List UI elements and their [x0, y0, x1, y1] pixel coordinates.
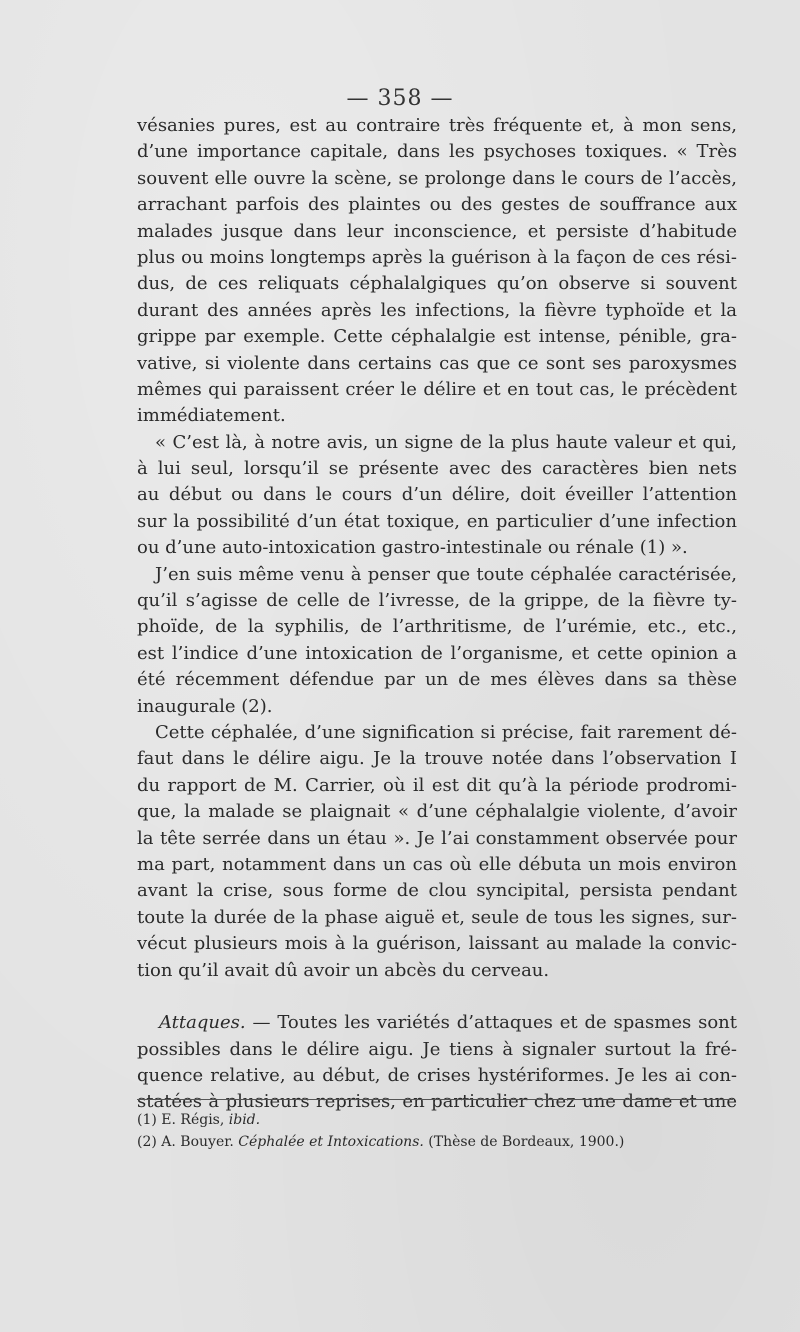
text-line-content: souvent elle ouvre la scène, se prolonge dans le cours de l’accès,	[137, 167, 737, 189]
text-line	[137, 509, 737, 535]
text-line	[137, 324, 737, 350]
text-line	[137, 298, 737, 324]
text-line	[137, 852, 737, 878]
text-line-content: durant des années après les infections, la fièvre typhoïde et la	[137, 299, 737, 321]
footnote-text: A. Bouyer.	[156, 1134, 239, 1150]
footnote-italic: ibid.	[228, 1112, 261, 1128]
text-line	[137, 905, 737, 931]
text-line-content: — Toutes les variétés d’attaques et de spasmes sont	[245, 1012, 737, 1034]
text-line	[137, 219, 737, 245]
page-number: — 358 —	[346, 86, 454, 111]
text-line-content: la tête serrée dans un étau ». Je l’ai constamment observée pour	[137, 827, 737, 849]
text-line-content: arrachant parfois des plaintes ou des gestes de souffrance aux	[137, 194, 737, 216]
text-line-content: est l’indice d’une intoxication de l’organisme, et cette opinion a	[137, 642, 737, 664]
text-line-content: J’en suis même venu à penser que toute céphalée caractérisée,	[137, 563, 737, 585]
text-line-content: « C’est là, à notre avis, un signe de la plus haute valeur et qui,	[137, 431, 737, 453]
text-line	[137, 271, 737, 297]
text-line-content: dus, de ces reliquats céphalalgiques qu’on observe si souvent	[137, 273, 737, 295]
text-line-content: tion qu’il avait dû avoir un abcès du cerveau.	[137, 959, 550, 981]
text-line-content: à lui seul, lorsqu’il se présente avec des caractères bien nets	[137, 458, 737, 480]
section-heading: Attaques.	[159, 1012, 246, 1034]
text-line	[137, 403, 737, 429]
body-text	[137, 113, 737, 1116]
text-line-content: vésanies pures, est au contraire très fréquente et, à mon sens,	[137, 115, 737, 136]
text-line-content: du rapport de M. Carrier, où il est dit qu’à la période prodromi-	[137, 774, 737, 796]
text-line	[137, 720, 737, 746]
text-line	[137, 641, 737, 667]
text-line-content: immédiatement.	[137, 405, 286, 427]
text-line-content: plus ou moins longtemps après la guérison à la façon de ces rési-	[137, 246, 737, 268]
text-line	[137, 1063, 737, 1089]
text-line	[137, 562, 737, 588]
text-line	[137, 139, 737, 165]
text-line	[137, 931, 737, 957]
text-line-content: grippe par exemple. Cette céphalalgie est intense, pénible, gra-	[137, 326, 737, 348]
text-line-content: vécut plusieurs mois à la guérison, laissant au malade la convic-	[137, 933, 737, 955]
text-line-content: ou d’une auto-intoxication gastro-intestinale ou rénale (1) ».	[137, 537, 688, 559]
text-line-content: vative, si violente dans certains cas que ce sont ses paroxysmes	[137, 352, 737, 374]
text-line	[137, 166, 737, 192]
text-line	[137, 245, 737, 271]
text-line	[137, 482, 737, 508]
footnote-divider	[137, 1099, 733, 1100]
footnote-italic: Céphalée et Intoxications.	[238, 1134, 424, 1150]
text-line-content: au début ou dans le cours d’un délire, doit éveiller l’attention	[137, 484, 737, 506]
text-line	[137, 799, 737, 825]
footnote	[137, 1109, 737, 1131]
text-line-content: faut dans le délire aigu. Je la trouve notée dans l’observation I	[137, 748, 737, 770]
text-line-content: quence relative, au début, de crises hystériformes. Je les ai con-	[137, 1065, 737, 1087]
text-line-content: phoïde, de la syphilis, de l’arthritisme, de l’urémie, etc., etc.,	[137, 616, 737, 638]
text-line	[137, 456, 737, 482]
footnotes	[137, 1109, 737, 1153]
text-line	[137, 878, 737, 904]
text-line-content: mêmes qui paraissent créer le délire et en tout cas, le précèdent	[137, 378, 737, 400]
text-line-content: inaugurale (2).	[137, 695, 273, 717]
text-line	[137, 984, 737, 1010]
text-line	[137, 614, 737, 640]
text-line	[137, 746, 737, 772]
text-line	[137, 826, 737, 852]
footnote-num: (2)	[137, 1134, 157, 1150]
text-line-content: été récemment défendue par un de mes élèves dans sa thèse	[137, 669, 737, 691]
text-line	[137, 1037, 737, 1063]
text-line-content: malades jusque dans leur inconscience, et persiste d’habitude	[137, 220, 737, 242]
text-line	[137, 535, 737, 561]
text-line-content: qu’il s’agisse de celle de l’ivresse, de la grippe, de la fièvre ty-	[137, 590, 737, 612]
text-line-content: toute la durée de la phase aiguë et, seule de tous les signes, sur-	[137, 906, 737, 928]
text-line-content: ma part, notamment dans un cas où elle débuta un mois environ	[137, 853, 737, 875]
text-line	[137, 1010, 737, 1036]
text-line	[137, 113, 737, 139]
text-line	[137, 958, 737, 984]
text-line-content: Cette céphalée, d’une signification si précise, fait rarement dé-	[137, 721, 737, 743]
text-line	[137, 667, 737, 693]
text-line-content: statées à plusieurs reprises, en particulier chez une dame et une	[137, 1091, 737, 1113]
text-line	[137, 773, 737, 799]
text-line-content: d’une importance capitale, dans les psychoses toxiques. « Très	[137, 141, 737, 163]
text-line	[137, 588, 737, 614]
footnote-num: (1)	[137, 1112, 157, 1128]
footnote	[137, 1131, 737, 1153]
text-line	[137, 377, 737, 403]
footnote-after: (Thèse de Bordeaux, 1900.)	[423, 1134, 625, 1150]
text-line	[137, 192, 737, 218]
text-line-content: possibles dans le délire aigu. Je tiens à signaler surtout la fré-	[137, 1038, 737, 1060]
text-line	[137, 694, 737, 720]
text-line	[137, 430, 737, 456]
text-line-content: sur la possibilité d’un état toxique, en particulier d’une infection	[137, 510, 737, 532]
footnote-text: E. Régis,	[156, 1112, 229, 1128]
text-line-content: que, la malade se plaignait « d’une céphalalgie violente, d’avoir	[137, 801, 737, 823]
text-line-content: avant la crise, sous forme de clou syncipital, persista pendant	[137, 880, 737, 902]
text-line	[137, 351, 737, 377]
